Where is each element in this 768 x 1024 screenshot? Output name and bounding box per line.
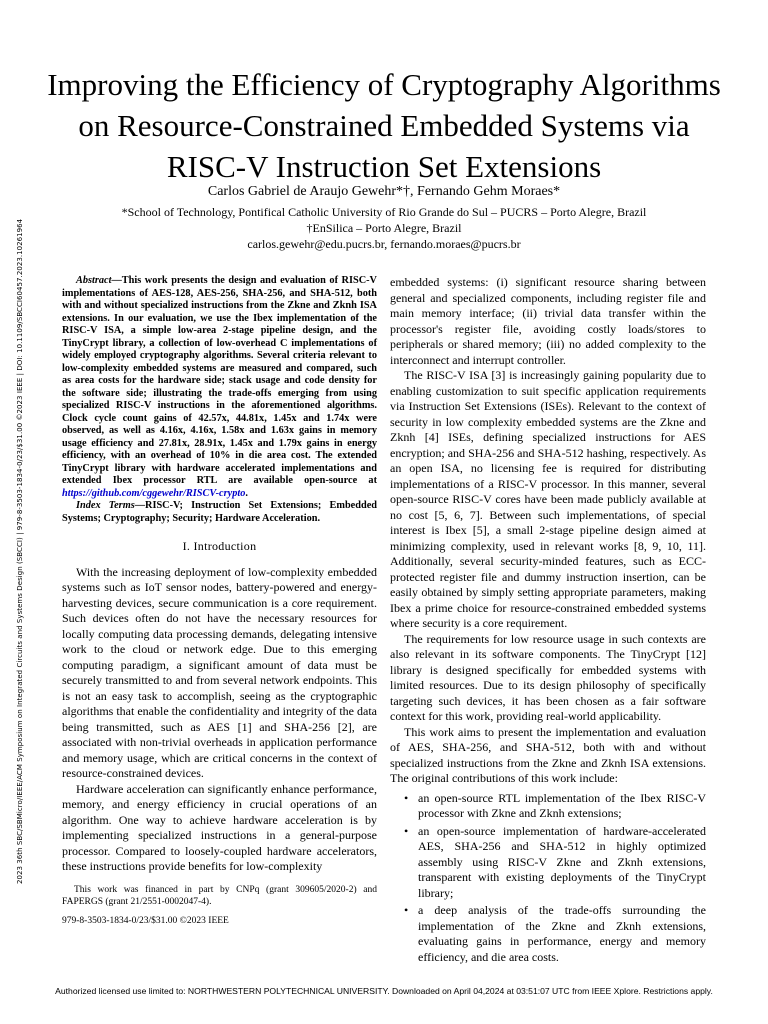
abstract: Abstract—This work presents the design and evaluation of RISC-V implementations of AES-128, AES-256, SHA-256, and SHA-512, both with and without specialized instructions from the Zkne and Zknh ISA extensions. In our evaluation, we use the Ibex implementation of the RISC-V ISA, a simple low-area 2-stage pipeline design, and the TinyCrypt library, a collection of low-overhead C implementations of widely employed cryptography algorithms. Several criteria relevant to low-complexity embedded systems are measured and compared, such as area costs for the hardware side; stack usage and code density for the software side; illustrating the trade-offs emerging from using specialized RISC-V instructions in the aforementioned algorithms. Clock cycle count gains of 42.57x, 44.81x, 1.45x and 1.74x were observed, as well as 4.16x, 4.16x, 1.58x and 1.63x gains in memory usage efficiency and 27.81x, 28.91x, 1.45x and 1.79x gains in energy efficiency, with an overhead of 10% in die area cost. The extended TinyCrypt library with hardware accelerated implementations and extended Ibex processor RTL are available open-source at https://github.com/cggewehr/RISCV-crypto. — [62, 275, 377, 499]
intro-paragraph-1: With the increasing deployment of low-complexity embedded systems such as IoT sensor nodes, battery-powered and energy-harvesting devices, secure communication is a core requirement. Such devices often do not have the necessary resources for locally computing data processing demands, delegating intensive work to the cloud or network edge. Due to this emerging computing paradigm, a significant amount of data must be securely transmitted to and from several network endpoints. This is not an easy task to accomplish, seeing as the cryptographic algorithms that enable the confidentiality and integrity of the data being transmitted, such as AES [1] and SHA-256 [2], are associated with non-trivial overheads in application performance and memory usage, which are critical concerns in the context of resource-constrained devices. — [62, 564, 377, 780]
intro-paragraph-5: The requirements for low resource usage in such contexts are also relevant in its software components. The TinyCrypt [12] library is designed specifically for embedded systems with limited resources. Due to its design philosophy of specifically targeting such devices, it has been chosen as a fair software context for this work, providing real-world applicability. — [390, 631, 706, 723]
index-terms-lead: Index Terms — [76, 500, 135, 511]
author-emails: carlos.gewehr@edu.pucrs.br, fernando.moraes@pucrs.br — [247, 237, 521, 251]
affiliation-ensilica: †EnSilica – Porto Alegre, Brazil — [306, 221, 462, 235]
doi-sidebar: 2023 36th SBC/SBMicro/IEEE/ACM Symposium on Integrated Circuits and Systems Design (SBCCI) | 979-8-3503-1834-0/23/$31.00 ©2023 IEEE | DOI: 10.1109/SBCCI60457.2023.10261964 — [16, 218, 24, 884]
intro-paragraph-6: This work aims to present the implementation and evaluation of AES, SHA-256, and SHA-512, both with and without specialized instructions from the Zkne and Zknh ISA extensions. The original contributions of this work include: — [390, 724, 706, 785]
abstract-body: —This work presents the design and evaluation of RISC-V implementations of AES-128, AES-256, SHA-256, and SHA-512, both with and without specialized instructions from the Zkne and Zknh ISA extensions. In our evaluation, we use the Ibex implementation of the RISC-V ISA, a simple low-area 2-stage pipeline design, and the TinyCrypt library, a collection of low-overhead C implementations of widely employed cryptography algorithms. Several criteria relevant to low-complexity embedded systems are measured and compared, such as area costs for the hardware side; stack usage and code density for the software side; illustrating the trade-offs emerging from using specialized RISC-V instructions in the aforementioned algorithms. Clock cycle count gains of 42.57x, 44.81x, 1.45x and 1.74x were observed, as well as 4.16x, 4.16x, 1.58x and 1.63x gains in memory usage efficiency and 27.81x, 28.91x, 1.45x and 1.79x gains in energy efficiency, with an overhead of 10% in die area cost. The extended TinyCrypt library with hardware accelerated implementations and extended Ibex processor RTL are available open-source at — [62, 275, 377, 486]
contributions-list — [390, 791, 706, 966]
intro-paragraph-2: Hardware acceleration can significantly enhance performance, memory, and energy efficiency in crucial operations of an algorithm. One way to achieve hardware acceleration is by implementing specialized instructions in a general-purpose processor. Compared to loosely-coupled hardware accelerators, these instructions provide benefits for low-complexity — [62, 781, 377, 873]
right-column — [390, 275, 706, 967]
bullet-icon: • — [404, 790, 409, 805]
list-item-text: a deep analysis of the trade-offs surrounding the implementation of the Zkne and Zknh extensions, evaluating gains in performance, energy and memory efficiency, and die area costs. — [418, 903, 706, 964]
intro-paragraph-4: The RISC-V ISA [3] is increasingly gaining popularity due to enabling customization to suit specific application requirements via Instruction Set Extensions (ISEs). Relevant to the context of security in low complexity embedded systems are the Zkne and Zknh [4] ISEs, defining specialized instructions for AES encryption; and SHA-256 and SHA-512 hashing, respectively. As an open ISA, no licensing fee is required for distributing implementations of a RISC-V processor. In this manner, several open-source RISC-V cores have been made publicly available at no cost [5, 6, 7]. Between such implementations, of special interest is Ibex [5], a small 2-stage pipeline design aimed at minimizing complexity, used in relevant works [8, 9, 10, 11]. Additionally, several security-minded features, such as ECC-protected register file and dummy instruction insertion, can be easily obtained by simply setting appropriate parameters, making Ibex a prime choice for resource-constrained embedded systems where security is a core requirement. — [390, 368, 706, 630]
list-item — [390, 903, 706, 965]
left-column — [62, 275, 377, 875]
list-item-text: an open-source RTL implementation of the Ibex RISC-V processor with Zkne and Zknh extensions; — [418, 790, 706, 820]
index-terms — [62, 500, 377, 525]
list-item-text: an open-source implementation of hardware-accelerated AES, SHA-256 and SHA-512 in highly optimized assembly using RISC-V Zkne and Zknh extensions, transparent with existing deployments of the TinyCrypt library; — [418, 823, 706, 900]
abstract-lead: Abstract — [76, 275, 112, 286]
repo-link[interactable]: https://github.com/cggewehr/RISCV-crypto — [62, 487, 246, 499]
intro-paragraph-3: embedded systems: (i) significant resource sharing between general and specialized components, including register file and main memory interface; (ii) trivial data transfer within the processor's register file, avoiding costly loads/stores to peripherals or shared memory; (iii) no added complexity to the interconnect and interrupt controller. — [390, 275, 706, 367]
list-item — [390, 824, 706, 902]
footnote-text: This work was financed in part by CNPq (grant 309605/2020-2) and FAPERGS (grant 21/2551-0002047-4). — [62, 885, 377, 907]
isbn-line: 979-8-3503-1834-0/23/$31.00 ©2023 IEEE — [62, 916, 229, 926]
index-terms-body: —RISC-V; Instruction Set Extensions; Embedded Systems; Cryptography; Security; Hardware Acceleration. — [62, 500, 377, 524]
list-item — [390, 791, 706, 822]
bullet-icon: • — [404, 903, 409, 917]
authors-line: Carlos Gabriel de Araujo Gewehr*†, Fernando Gehm Moraes* — [207, 184, 561, 199]
funding-footnote — [62, 884, 377, 908]
bullet-icon: • — [404, 823, 409, 838]
affiliation-pucrs: *School of Technology, Pontifical Catholic University of Rio Grande do Sul – PUCRS – Porto Alegre, Brazil — [121, 205, 647, 219]
section-heading-introduction: I. Introduction — [182, 539, 257, 553]
license-footer: Authorized licensed use limited to: NORTHWESTERN POLYTECHNICAL UNIVERSITY. Downloaded on April 04,2024 at 03:51:07 UTC from IEEE Xplore. Restrictions apply. — [55, 986, 713, 996]
paper-title: Improving the Efficiency of Cryptography Algorithms on Resource-Constrained Embedded Systems via RISC-V Instruction Set Extensions — [47, 67, 721, 184]
affiliations — [40, 204, 728, 252]
